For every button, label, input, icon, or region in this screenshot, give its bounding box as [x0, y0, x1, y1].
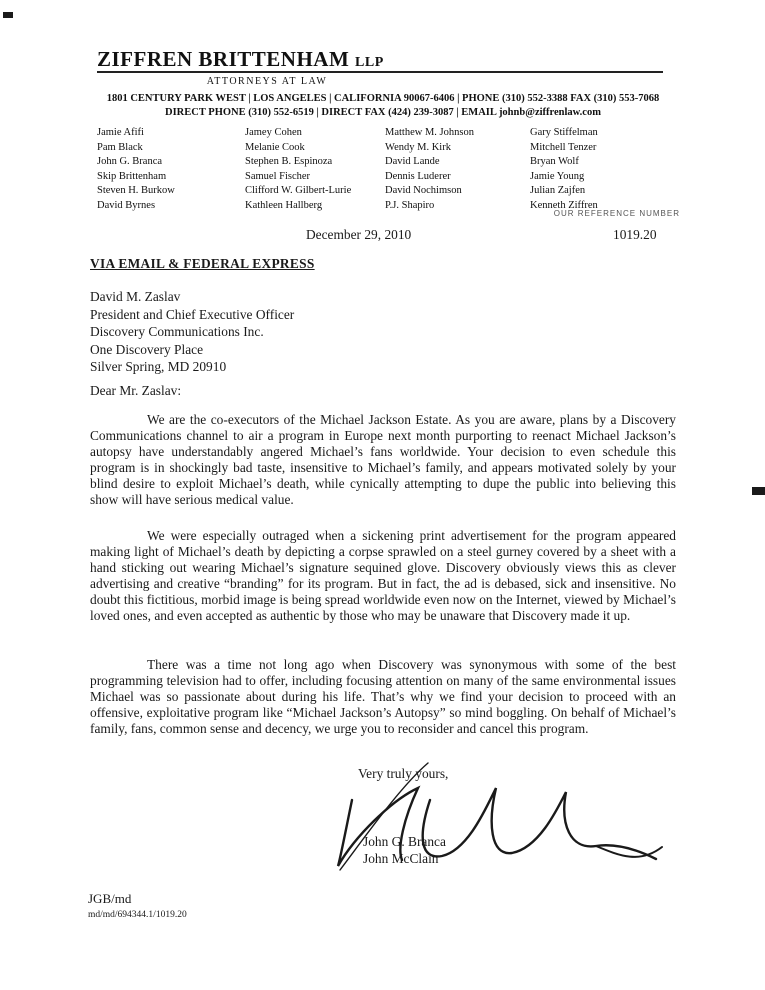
attorney-name: David Nochimson	[385, 185, 462, 197]
attorney-name: David Byrnes	[97, 199, 156, 211]
typist-initials: JGB/md	[88, 891, 132, 906]
body-paragraph-1: We are the co-executors of the Michael Jackson Estate. As you are aware, plans by a Discovery Communications channel to air a program in Europe next month purporting to reenact Michael Jackson’s autopsy have understandably angered Michael’s fans worldwide. Your decision to even schedule this program is in shockingly bad taste, insensitive to Michael’s family, and appears motivated solely by your blind desire to exploit Michael’s death, while cynically attempting to dupe the public into believing this show will have serious medical value.	[90, 412, 676, 507]
firm-suffix: LLP	[355, 55, 384, 70]
recipient-city: Silver Spring, MD 20910	[90, 359, 227, 374]
attorney-name: Dennis Luderer	[385, 170, 451, 182]
attorney-column-2	[245, 126, 351, 214]
signer-mcclain: John McClain	[363, 851, 439, 866]
recipient-block	[90, 288, 294, 376]
attorney-name: Julian Zajfen	[530, 185, 586, 197]
letterhead	[97, 47, 384, 72]
signer-branca: John G. Branca	[363, 834, 446, 849]
attorney-name: John G. Branca	[97, 156, 163, 168]
attorney-name: Gary Stiffelman	[530, 127, 598, 138]
body-paragraph-2: We were especially outraged when a sickening print advertisement for the program appeared making light of Michael’s death by depicting a corpse sprawled on a steel gurney covered by a sheet with a hand sticking out wearing Michael’s signature sequined glove. Discovery obviously views this as clever advertising and creative “branding” for its program. But in fact, the ad is debased, sick and insensitive. No doubt this fictitious, morbid image is being spread worldwide even now on the Internet, viewed by Michael’s loved ones, and even accepted as authentic by those who may be unaware that Discovery made it up.	[90, 528, 676, 623]
closing-phrase: Very truly yours,	[358, 766, 449, 781]
body-paragraph-3: There was a time not long ago when Discovery was synonymous with some of the best programming television had to offer, including focusing attention on many of the same environmental issues Michael was so passionate about during his life. That’s why we find your decision to proceed with an offensive, exploitative program like “Michael Jackson’s Autopsy” so mind boggling. On behalf of Michael’s family, fans, common sense and decency, we urge you to reconsider and cancel this program.	[90, 657, 676, 736]
attorney-name: Kathleen Hallberg	[245, 199, 323, 211]
salutation: Dear Mr. Zaslav:	[90, 383, 182, 398]
attorney-name: Mitchell Tenzer	[530, 141, 597, 153]
attorney-name: Jamie Afifi	[97, 127, 144, 138]
letterhead-tagline: ATTORNEYS AT LAW	[206, 76, 328, 87]
delivery-method: VIA EMAIL & FEDERAL EXPRESS	[90, 256, 315, 271]
attorney-name: Steven H. Burkow	[97, 185, 175, 197]
attorney-name: Matthew M. Johnson	[385, 127, 474, 138]
attorney-name: Bryan Wolf	[530, 156, 579, 168]
letterhead-rule	[97, 71, 663, 73]
attorney-column-3	[385, 126, 474, 214]
attorney-column-1	[97, 126, 175, 214]
attorney-name: Pam Black	[97, 141, 143, 153]
recipient-title: President and Chief Executive Officer	[90, 306, 295, 322]
attorney-name: Clifford W. Gilbert-Lurie	[245, 185, 352, 197]
reference-label: OUR REFERENCE NUMBER	[553, 209, 680, 218]
attorney-name: Stephen B. Espinoza	[245, 156, 333, 168]
attorney-name: Skip Brittenham	[97, 170, 167, 182]
scan-artifact-top-left	[3, 12, 13, 18]
signature-handwriting	[300, 752, 670, 877]
recipient-company: Discovery Communications Inc.	[90, 324, 264, 339]
attorney-name: Kenneth Ziffren	[530, 199, 598, 211]
firm-name-text: ZIFFREN BRITTENHAM	[97, 47, 350, 71]
attorney-name: Jamie Young	[530, 170, 585, 182]
letter-date: December 29, 2010	[306, 227, 412, 242]
attorney-name: Jamey Cohen	[245, 127, 302, 138]
scan-artifact-right-edge	[752, 487, 765, 495]
signer-names	[363, 833, 446, 867]
recipient-name: David M. Zaslav	[90, 289, 181, 304]
attorney-column-4	[530, 126, 598, 214]
file-reference: md/md/694344.1/1019.20	[88, 910, 187, 920]
reference-number: 1019.20	[613, 227, 657, 242]
letterhead-address-line2: DIRECT PHONE (310) 552-6519 | DIRECT FAX (424) 239-3087 | EMAIL johnb@ziffrenlaw.com	[165, 107, 601, 118]
attorney-name: Samuel Fischer	[245, 170, 311, 182]
attorney-name: P.J. Shapiro	[385, 199, 435, 211]
attorney-name: Melanie Cook	[245, 141, 305, 153]
attorney-name: David Lande	[385, 156, 440, 168]
letterhead-address-line1: 1801 CENTURY PARK WEST | LOS ANGELES | CALIFORNIA 90067-6406 | PHONE (310) 552-3388 FAX (310) 553-7068	[106, 93, 660, 104]
attorney-name: Wendy M. Kirk	[385, 141, 451, 153]
firm-name	[97, 47, 384, 71]
recipient-street: One Discovery Place	[90, 341, 204, 357]
